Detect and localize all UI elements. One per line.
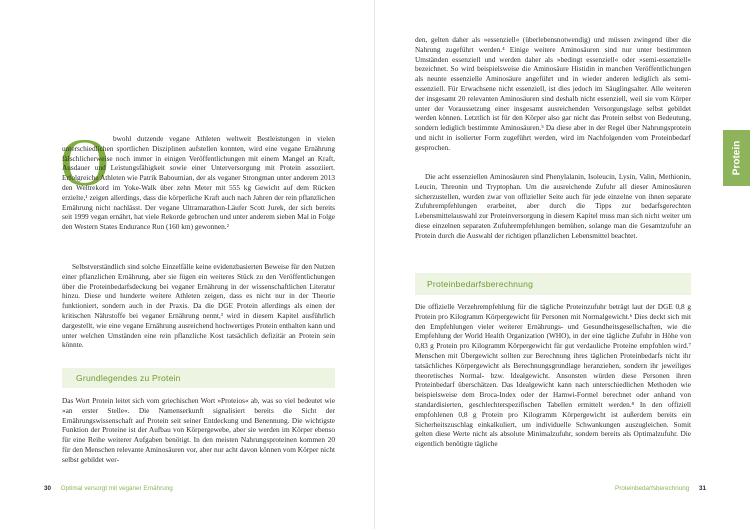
- paragraph: den, gelten daher als »essenziell« (überlebensnotwendig) und müssen zwingend über die Nahrung zugeführt werden.⁴ Einige weitere Aminosäuren sind nur unter bestimmten Umständen essenziell und werden daher als »bedingt essenziell« oder »semi-essenziell« bezeichnet. So wird beispielsweise die Aminosäure Histidin in manchen Veröffentlichungen als neunte essenzielle Aminosäure angeführt und in wieder anderen lediglich als semi-essenziell. Für Erwachsene nicht essenziell, ist dies jedoch im Säuglingsalter. Alle weiteren der insgesamt 20 relevanten Aminosäuren sind deshalb nicht essenziell, weil sie vom Körper unter der Voraussetzung einer insgesamt ausreichenden Versorgungslage selbst gebildet werden können. Letztlich ist für den Körper also gar nicht das Protein selbst von Bedeutung, sondern lediglich bestimmte Aminosäuren.⁵ Da diese aber in der Regel über Nahrungsprotein und nicht in isolierter Form zugeführt werden, wird im Nachfolgenden vom Proteinbedarf gesprochen.: [415, 35, 691, 152]
- footer: [44, 485, 173, 492]
- section-heading: Grundlegendes zu Protein: [76, 373, 181, 383]
- section-heading: Proteinbedarfsberechnung: [427, 279, 534, 289]
- running-title: Optimal versorgt mit veganer Ernährung: [60, 485, 173, 492]
- right-page: [375, 0, 750, 529]
- footer: [615, 485, 706, 492]
- page-number: 31: [698, 485, 706, 492]
- paragraph: Die offizielle Verzehrempfehlung für die tägliche Proteinzufuhr beträgt laut der DGE 0,8 g Protein pro Kilogramm Körpergewicht für Personen mit Normalgewicht.⁶ Dies deckt sich mit den Empfehlungen vieler weiterer Ernährungs- und Gesundheitsgesellschaften, wie die Empfehlung der World Health Organization (WHO), in der eine tägliche Zufuhr in Höhe von 0,83 g Protein pro Kilogramm Körpergewicht für gut verdauliche Proteine empfohlen wird.⁷ Menschen mit Übergewicht sollten zur Berechnung ihres täglichen Proteinbedarfs nicht ihr tatsächliches Körpergewicht als Berechnungsgrundlage heranziehen, sondern ihr jeweiliges theoretisches Normal- bzw. Idealgewicht. Ansonsten würden diese Personen ihren Proteinbedarf überschätzen. Das Idealgewicht kann nach unterschiedlichen Methoden wie beispielsweise dem Broca-Index oder der Hamwi-Formel berechnet oder anhand von standardisierten, geschlechterspezifischen Tabellen ermittelt werden.⁸ In den offiziell empfohlenen 0,8 g Protein pro Kilogramm Körpergewicht ist außerdem bereits ein Sicherheitszuschlag einkalkuliert, um individuelle Schwankungen auszugleichen. Somit gelten diese Werte nicht als absolute Minimalzufuhr, sondern bereits als Optimalzufuhr. Die eigentlich benötigte tägliche: [415, 302, 691, 449]
- chapter-tab-label: Protein: [731, 140, 742, 176]
- page-number: 30: [44, 485, 52, 492]
- paragraph: Die acht essenziellen Aminosäuren sind Phenylalanin, Isoleucin, Lysin, Valin, Methionin, Leucin, Threonin und Tryptophan. Um die ausreichende Zufuhr all dieser Aminosäuren sicherzustellen, wurden zwar von offizieller Seite auch für jede einzelne von ihnen separate Zufuhrempfehlungen erarbeitet, aber durch die Tipps zur bedarfsgerechten Lebensmittelauswahl zur Proteinversorgung in diesem Kapitel muss man sich nicht weiter um diese einzelnen separaten Zufuhrempfehlungen bemühen, solange man die Gesamtzufuhr an Protein durch die Auswahl der richtigen pflanzlichen Lebensmittel beachtet.: [415, 172, 691, 240]
- paragraph: Selbstverständlich sind solche Einzelfälle keine evidenzbasierten Beweise für den Nutzen einer pflanzlichen Ernährung, aber sie fügen ein weiteres Stück zu den Veröffentlichungen über die Proteinbedarfsdeckung bei veganer Ernährung in der wissenschaftlichen Literatur hinzu. Diese und hunderte weitere Athleten zeigen, dass es nicht nur in der Theorie funktioniert, sondern auch in der Praxis. Da die DGE Protein allerdings als einen der kritischen Nährstoffe bei veganer Ernährung nennt,³ wird in diesem Kapitel ausführlich dargestellt, wie eine vegane Ernährung ausreichend hochwertiges Protein enthalten kann und unter welchen Umständen eine rein pflanzliche Kost tatsächlich defizitär an Protein sein könnte.: [62, 262, 335, 350]
- intro-paragraph: bwohl dutzende vegane Athleten weltweit Bestleistungen in vielen unterschiedlichen sportlichen Disziplinen aufstellen konnten, wird eine vegane Ernährung fälschlicherweise noch immer in einigen Veröffentlichungen mit einem Mangel an Kraft, Ausdauer und Leistungsfähigkeit sowie einer Unterversorgung mit Protein assoziiert. Erfolgreiche Athleten wie Patrik Baboumian, der als veganer Strongman unter anderem 2013 den Weltrekord im Yoke-Walk über zehn Meter mit 555 kg Gewicht auf dem Rücken erzielte,¹ zeigen allerdings, dass die körperliche Kraft auch nach Jahren der rein pflanzlichen Ernährung nicht nachlässt. Der vegane Ultramarathon-Läufer Scott Jurek, der sich bereits seit 1999 vegan ernährt, hat viele Rekorde gebrochen und unter anderem sieben Mal in Folge den Western States Endurance Run (160 km) gewonnen.²: [62, 134, 335, 232]
- chapter-tab: [723, 130, 750, 186]
- drop-cap: O: [60, 124, 110, 200]
- paragraph: Das Wort Protein leitet sich vom griechischen Wort »Proteios« ab, was so viel bedeutet wie »an erster Stelle«. Die Namenserkunft signalisiert bereits die Sicht der Ernährungswissenschaft auf Protein seit seiner Entdeckung und Benennung. Die wichtigste Funktion der Proteine ist der Aufbau von Körpergewebe, aber sie werden im Körper ebenso für eine Reihe weiterer Aufgaben benötigt. In den meisten Nahrungsproteinen kommen 20 für den Menschen relevante Aminosäuren vor, aber nur acht davon können vom Körper nicht selbst gebildet wer-: [62, 396, 335, 464]
- running-title: Proteinbedarfsberechnung: [615, 485, 690, 492]
